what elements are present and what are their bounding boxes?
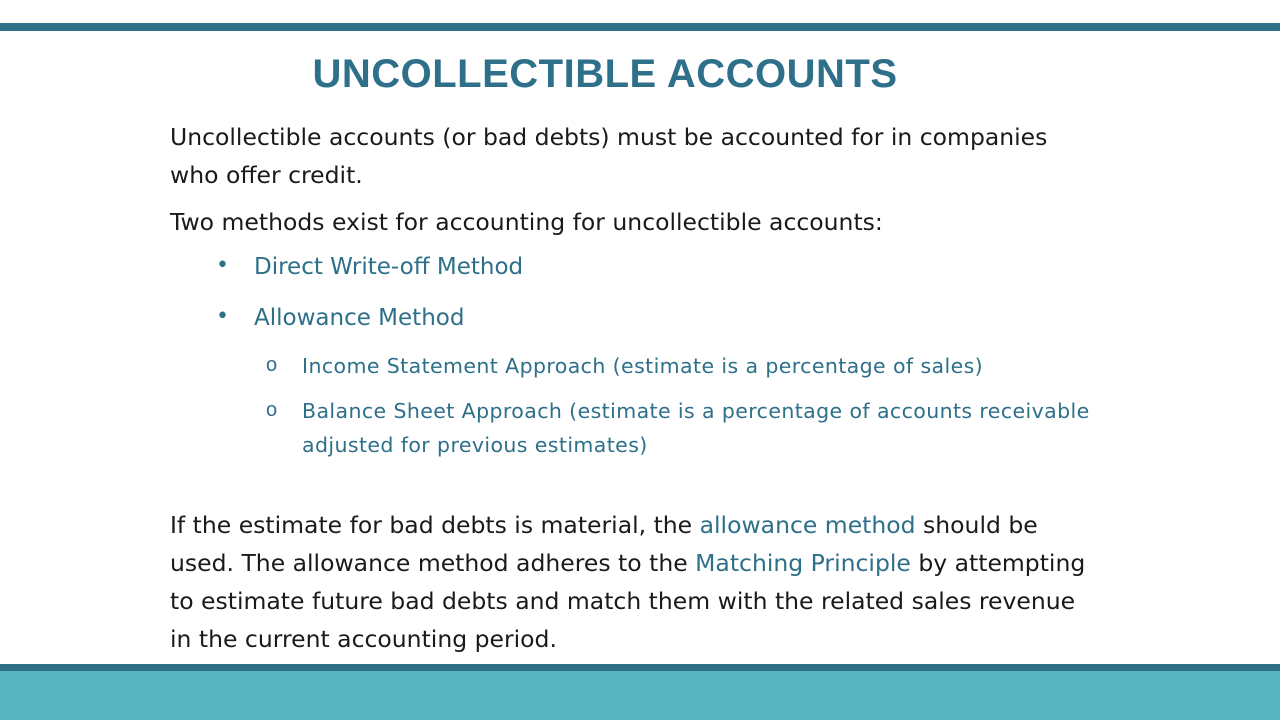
method-direct-write-off: Direct Write-off Method (254, 254, 524, 280)
footer-band (0, 671, 1280, 720)
intro-paragraph: Uncollectible accounts (or bad debts) must be accounted for in companies who offer credit. (170, 123, 1048, 189)
allowance-method-highlight: allowance method (699, 511, 916, 539)
matching-principle-highlight: Matching Principle (695, 549, 911, 577)
method-allowance: Allowance Method (254, 305, 465, 331)
list-item (170, 302, 1100, 334)
closing-paragraph (170, 506, 1100, 658)
bullet-marker: • (216, 304, 229, 329)
list-item (170, 349, 1100, 383)
bottom-divider (0, 664, 1280, 671)
top-divider (0, 23, 1280, 31)
bullet-marker: • (216, 253, 229, 278)
methods-list (170, 251, 1100, 334)
list-item (170, 394, 1100, 462)
list-item (170, 251, 1100, 283)
closing-text-3: by attempting to estimate future bad debts and match them with the related sales revenue in the current accounting period. (170, 549, 1086, 653)
slide-content (170, 118, 1100, 658)
methods-intro: Two methods exist for accounting for uncollectible accounts: (170, 208, 883, 236)
slide-title: UNCOLLECTIBLE ACCOUNTS (312, 52, 898, 96)
closing-text-1: If the estimate for bad debts is material, the (170, 511, 700, 539)
balance-sheet-approach: Balance Sheet Approach (estimate is a percentage of accounts receivable adjusted for previous estimates) (302, 399, 1090, 457)
sub-bullet-marker: o (266, 354, 278, 376)
closing-text-2: should be used. The allowance method adheres to the (170, 511, 1038, 577)
allowance-approaches-list (170, 349, 1100, 462)
sub-bullet-marker: o (266, 399, 278, 421)
income-statement-approach: Income Statement Approach (estimate is a percentage of sales) (302, 354, 984, 378)
